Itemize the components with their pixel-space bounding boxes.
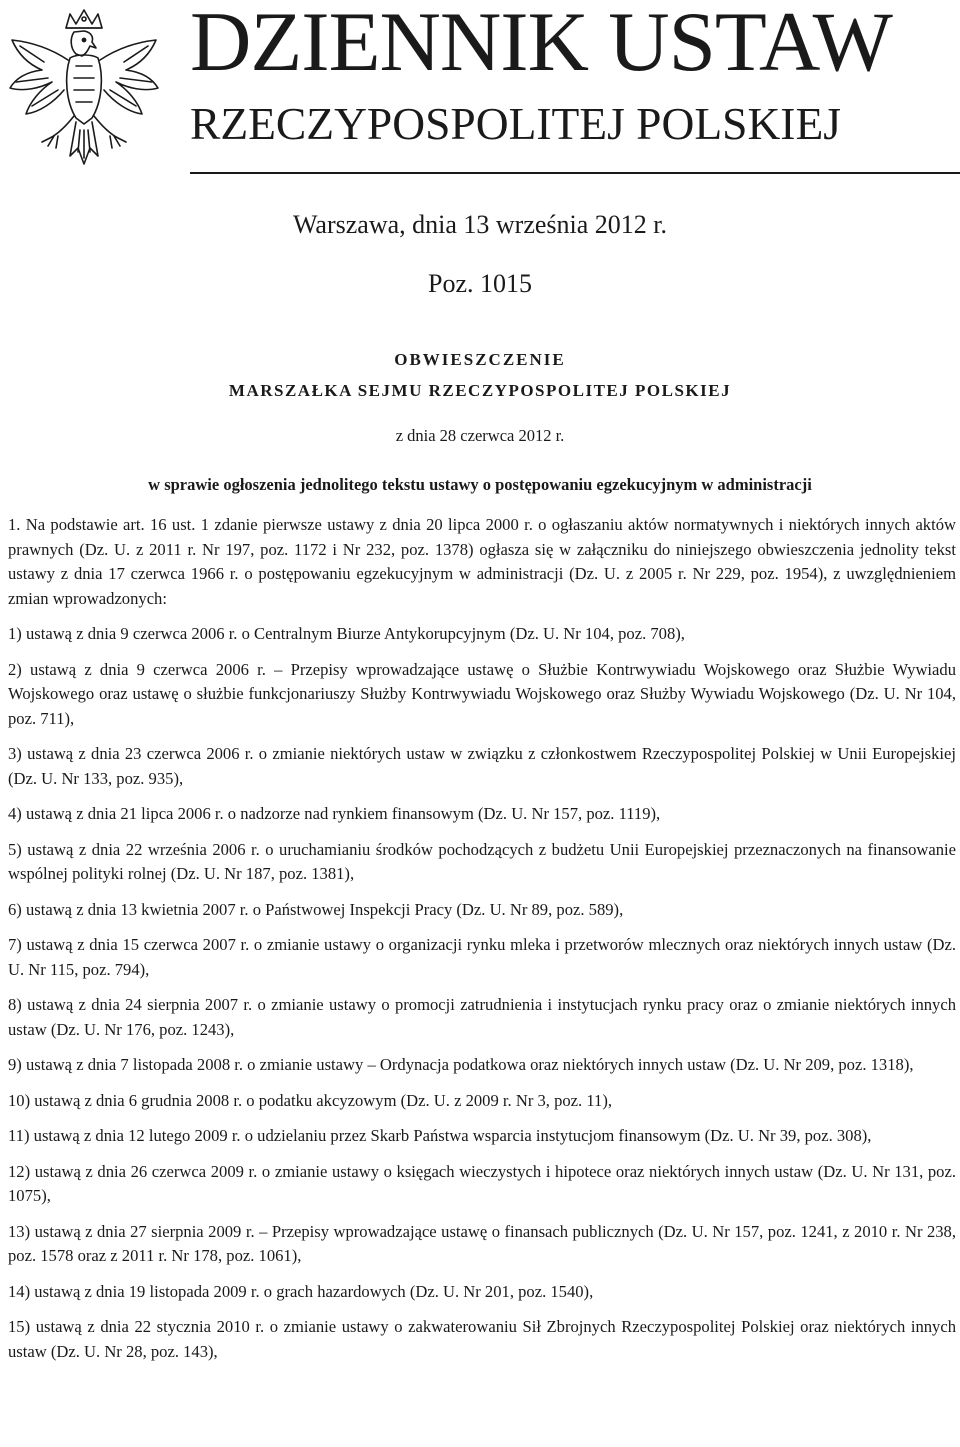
list-item: 13) ustawą z dnia 27 sierpnia 2009 r. – Przepisy wprowadzające ustawę o finansach publicznych (Dz. U. Nr 157, poz. 1241, z 2010 r. Nr 238, poz. 1578 oraz z 2011 r. Nr 178, poz. 1061), xyxy=(8,1221,956,1265)
list-item: 6) ustawą z dnia 13 kwietnia 2007 r. o Państwowej Inspekcji Pracy (Dz. U. Nr 89, poz. 589), xyxy=(8,899,624,919)
list-item: 14) ustawą z dnia 19 listopada 2009 r. o grach hazardowych (Dz. U. Nr 201, poz. 1540), xyxy=(8,1281,594,1301)
notice-subject: w sprawie ogłoszenia jednolitego tekstu ustawy o postępowaniu egzekucyjnym w administracji xyxy=(148,475,812,494)
notice-type: OBWIESZCZENIE xyxy=(394,350,566,369)
notice-date: z dnia 28 czerwca 2012 r. xyxy=(395,426,565,445)
publication-date: Warszawa, dnia 13 września 2012 r. xyxy=(292,210,668,239)
list-item: 4) ustawą z dnia 21 lipca 2006 r. o nadzorze nad rynkiem finansowym (Dz. U. Nr 157, poz. 1119), xyxy=(8,804,661,823)
list-item: 12) ustawą z dnia 26 czerwca 2009 r. o zmianie ustawy o księgach wieczystych i hipotece oraz niektórych innych ustaw (Dz. U. Nr 131, poz. 1075), xyxy=(8,1161,956,1205)
list-item: 3) ustawą z dnia 23 czerwca 2006 r. o zmianie niektórych ustaw w związku z członkostwem Rzeczypospolitej Polskiej w Unii Europejskiej (Dz. U. Nr 133, poz. 935), xyxy=(8,744,956,788)
list-item: 11) ustawą z dnia 12 lutego 2009 r. o udzielaniu przez Skarb Państwa wsparcia instytucjom finansowym (Dz. U. Nr 39, poz. 308), xyxy=(8,1126,872,1145)
masthead xyxy=(190,0,960,147)
notice-issuer: MARSZAŁKA SEJMU RZECZYPOSPOLITEJ POLSKIEJ xyxy=(228,381,732,400)
intro-paragraph: 1. Na podstawie art. 16 ust. 1 zdanie pierwsze ustawy z dnia 20 lipca 2000 r. o ogłaszaniu aktów normatywnych i niektórych innych aktów prawnych (Dz. U. z 2011 r. Nr 197, poz. 1172 i Nr 232, poz. 1378) ogłasza się w załączniku do niniejszego obwieszczenia jednolity tekst ustawy z dnia 17 czerwca 1966 r. o postępowaniu egzekucyjnym w administracji (Dz. U. z 2005 r. Nr 229, poz. 1954), z uwzględnieniem zmian wprowadzonych: xyxy=(8,515,956,608)
journal-subtitle: RZECZYPOSPOLITEJ POLSKIEJ xyxy=(190,98,841,149)
list-item: 10) ustawą z dnia 6 grudnia 2008 r. o podatku akcyzowym (Dz. U. z 2009 r. Nr 3, poz. 11), xyxy=(8,1090,612,1110)
list-item: 5) ustawą z dnia 22 września 2006 r. o uruchamianiu środków pochodzących z budżetu Unii Europejskiej przeznaczonych na finansowanie wspólnej polityki rolnej (Dz. U. Nr 187, poz. 1381), xyxy=(8,839,956,883)
amendments-list xyxy=(8,622,956,1364)
list-item: 1) ustawą z dnia 9 czerwca 2006 r. o Centralnym Biurze Antykorupcyjnym (Dz. U. Nr 104, poz. 708), xyxy=(8,624,685,643)
document-body xyxy=(8,513,956,1375)
list-item: 9) ustawą z dnia 7 listopada 2008 r. o zmianie ustawy – Ordynacja podatkowa oraz niektórych innych ustaw (Dz. U. Nr 209, poz. 1318), xyxy=(8,1055,914,1074)
white-eagle-emblem-icon xyxy=(4,6,164,174)
masthead-rule xyxy=(190,172,960,174)
list-item: 2) ustawą z dnia 9 czerwca 2006 r. – Przepisy wprowadzające ustawę o Służbie Kontrwywiadu Wojskowego oraz Służbie Wywiadu Wojskowego oraz ustawę o służbie funkcjonariuszy Służby Kontrwywiadu Wojskowego oraz Służby Wywiadu Wojskowego (Dz. U. Nr 104, poz. 711), xyxy=(8,659,956,728)
position-number: Poz. 1015 xyxy=(428,269,532,298)
list-item: 15) ustawą z dnia 22 stycznia 2010 r. o zmianie ustawy o zakwaterowaniu Sił Zbrojnych Rzeczypospolitej Polskiej oraz niektórych innych ustaw (Dz. U. Nr 28, poz. 143), xyxy=(8,1317,956,1361)
journal-title: DZIENNIK USTAW xyxy=(190,0,892,89)
list-item: 7) ustawą z dnia 15 czerwca 2007 r. o zmianie ustawy o organizacji rynku mleka i przetworów mlecznych oraz niektórych innych ustaw (Dz. U. Nr 115, poz. 794), xyxy=(8,935,956,979)
list-item: 8) ustawą z dnia 24 sierpnia 2007 r. o zmianie ustawy o promocji zatrudnienia i instytucjach rynku pracy oraz o zmianie niektórych innych ustaw (Dz. U. Nr 176, poz. 1243), xyxy=(8,995,956,1039)
